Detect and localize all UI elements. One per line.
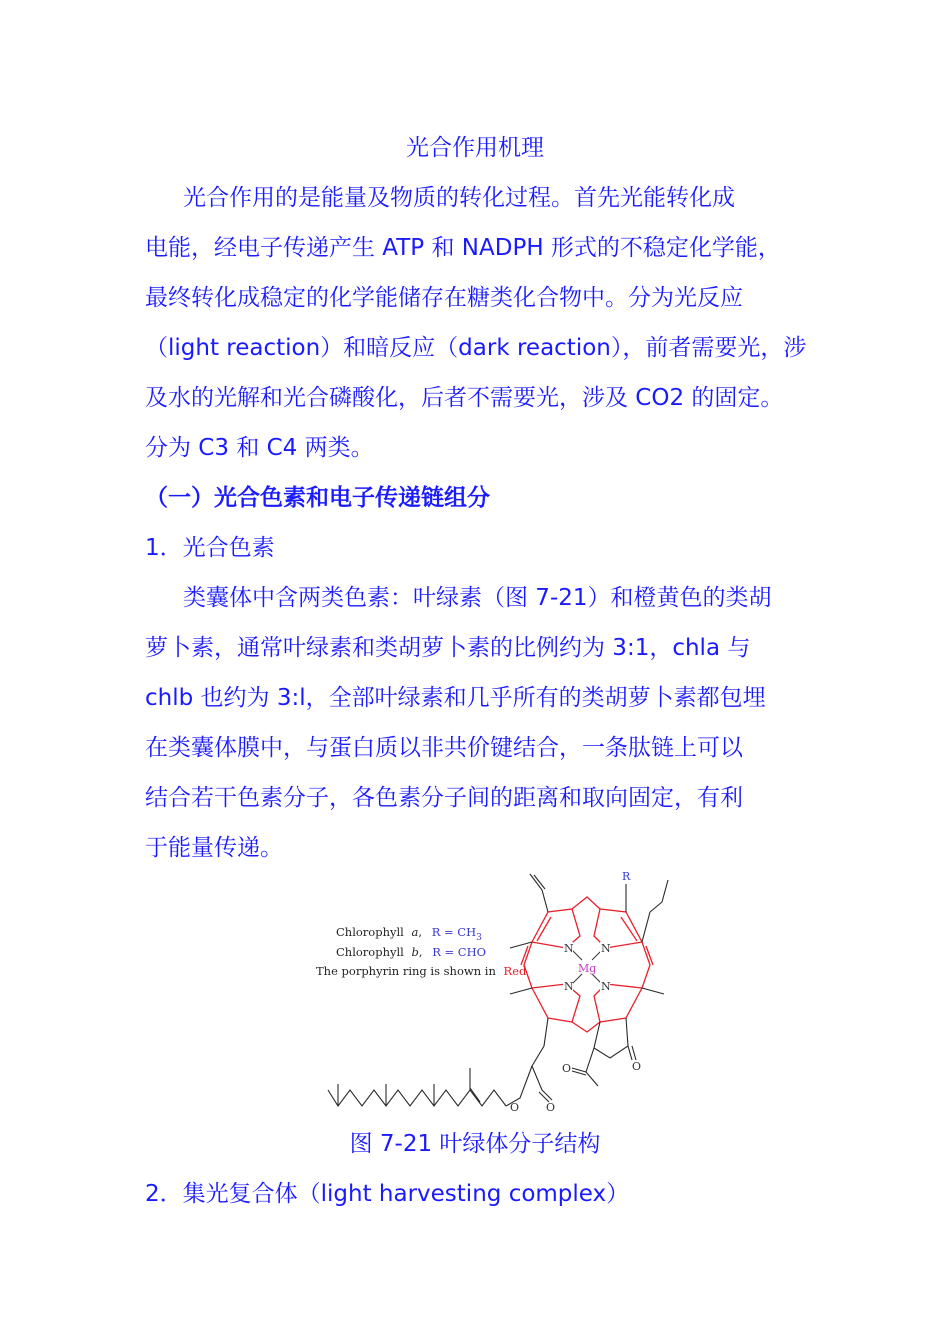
intro-line-6: 分为 C3 和 C4 两类。 [145, 435, 374, 461]
intro-line-3: 最终转化成稳定的化学能储存在糖类化合物中。分为光反应 [145, 285, 743, 311]
side-chains [328, 874, 668, 1106]
svg-text:The porphyrin ring is shown in: The porphyrin ring is shown in Red [316, 964, 527, 978]
atom-mg: Mg [578, 962, 597, 975]
figure-caption: 图 7-21 叶绿体分子结构 [349, 1131, 601, 1157]
pigment-line-3: chlb 也约为 3:l，全部叶绿素和几乎所有的类胡萝卜素都包埋 [145, 685, 766, 711]
atom-o-2: O [562, 1062, 572, 1075]
atom-n-3: N [564, 980, 574, 993]
subsection-1-heading: 1．光合色素 [145, 535, 275, 561]
pigment-line-1: 类囊体中含两类色素：叶绿素（图 7-21）和橙黄色的类胡 [183, 585, 772, 611]
figure-legend [316, 925, 527, 978]
pigment-line-4: 在类囊体膜中，与蛋白质以非共价键结合，一条肽链上可以 [145, 735, 743, 761]
atom-n-4: N [601, 980, 611, 993]
atom-n-1: N [564, 942, 574, 955]
page-title: 光合作用机理 [406, 135, 544, 161]
pigment-line-5: 结合若干色素分子，各色素分子间的距离和取向固定，有利 [145, 785, 743, 811]
intro-line-1: 光合作用的是能量及物质的转化过程。首先光能转化成 [183, 185, 735, 211]
atom-o-1: O [632, 1060, 642, 1073]
svg-text:Chlorophyll a,: Chlorophyll a, $R = CH_3$ [336, 925, 482, 943]
intro-line-2: 电能，经电子传递产生 ATP 和 NADPH 形式的不稳定化学能， [145, 235, 781, 261]
chlorophyll-structure-figure [310, 862, 680, 1120]
atom-o-3: O [510, 1101, 520, 1114]
atom-o-4: O [546, 1101, 556, 1114]
subsection-2-heading: 2．集光复合体（light harvesting complex） [145, 1181, 630, 1207]
atom-n-2: N [601, 942, 611, 955]
atom-r: R [622, 870, 631, 883]
svg-text:Chlorophyll b,: Chlorophyll b, R = CHO [336, 945, 487, 959]
pigment-line-2: 萝卜素，通常叶绿素和类胡萝卜素的比例约为 3:1，chla 与 [145, 635, 751, 661]
section-heading: （一）光合色素和电子传递链组分 [145, 485, 490, 511]
pigment-line-6: 于能量传递。 [145, 835, 283, 861]
intro-line-5: 及水的光解和光合磷酸化，后者不需要光，涉及 CO2 的固定。 [145, 385, 784, 411]
intro-line-4: （light reaction）和暗反应（dark reaction），前者需要光，涉 [145, 335, 807, 361]
